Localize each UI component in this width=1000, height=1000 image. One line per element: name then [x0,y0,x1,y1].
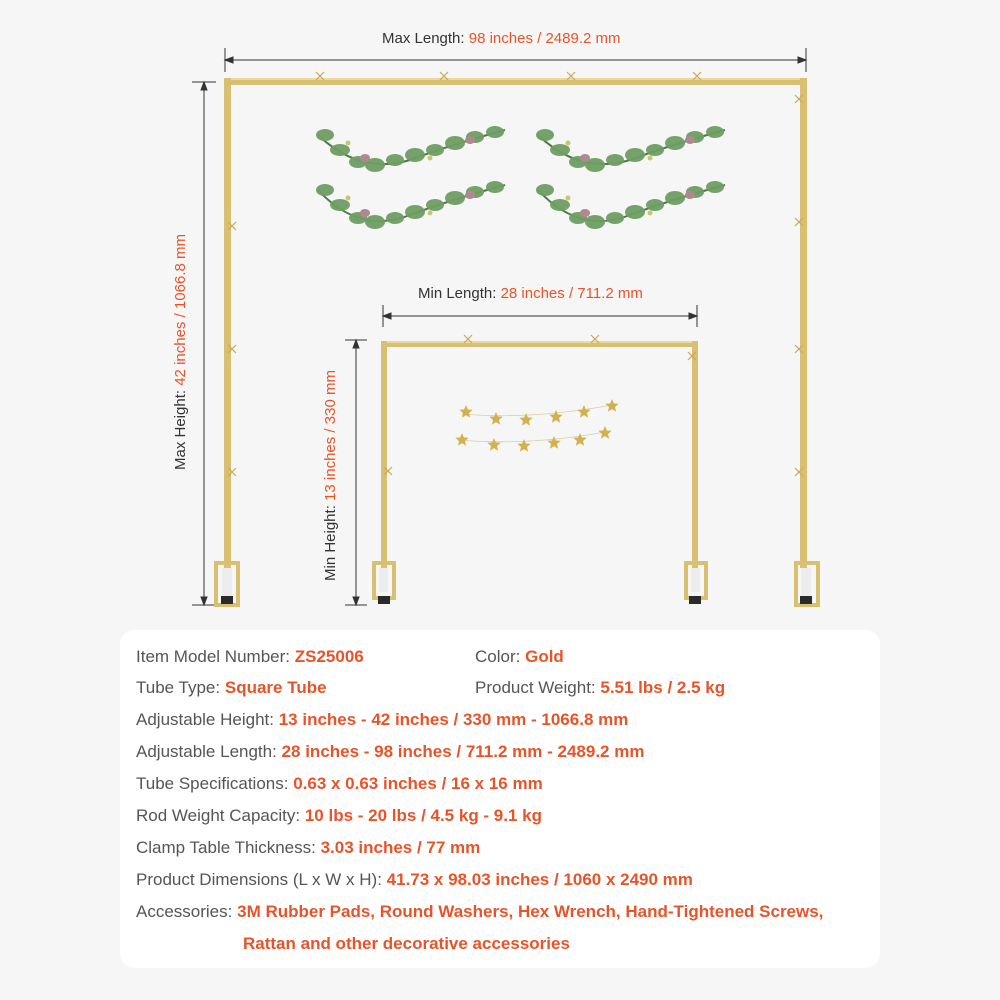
min-height-dimension-line [345,340,367,605]
star-icon [598,426,611,439]
gold-frame-small [374,335,706,604]
eucalyptus-garland [316,126,725,229]
spec-tube-type: Tube Type: Square Tube [136,678,327,697]
star-garland [455,399,618,452]
spec-rod-capacity: Rod Weight Capacity: 10 lbs - 20 lbs / 4.5 kg - 9.1 kg [136,806,543,825]
star-icon [605,399,618,412]
gold-frame-large [216,72,818,605]
spec-dimensions: Product Dimensions (L x W x H): 41.73 x 98.03 inches / 1060 x 2490 mm [136,870,693,889]
min-length-label: Min Length: 28 inches / 711.2 mm [418,285,643,302]
spec-accessories: Accessories: 3M Rubber Pads, Round Washers, Hex Wrench, Hand-Tightened Screws, [136,902,824,921]
spec-clamp-thickness: Clamp Table Thickness: 3.03 inches / 77 mm [136,838,481,857]
spec-adjustable-height: Adjustable Height: 13 inches - 42 inches / 330 mm - 1066.8 mm [136,710,629,729]
max-height-dimension-line [192,82,216,605]
min-length-dimension-line [383,305,697,327]
star-icon [459,405,472,418]
spec-tube-specifications: Tube Specifications: 0.63 x 0.63 inches / 16 x 16 mm [136,774,543,793]
max-length-dimension-line [225,48,806,72]
star-icon [487,438,500,451]
star-icon [547,436,560,449]
specifications-panel [120,630,880,968]
spec-color: Color: Gold [475,647,564,666]
spec-adjustable-length: Adjustable Length: 28 inches - 98 inches / 711.2 mm - 2489.2 mm [136,742,645,761]
spec-accessories-continued: Rattan and other decorative accessories [243,934,570,953]
star-icon [549,410,562,423]
spec-model: Item Model Number: ZS25006 [136,647,364,666]
star-icon [573,433,586,446]
max-length-label: Max Length: 98 inches / 2489.2 mm [382,30,621,47]
star-icon [577,405,590,418]
min-height-label: Min Height: 13 inches / 330 mm [322,370,339,581]
spec-weight: Product Weight: 5.51 lbs / 2.5 kg [475,678,726,697]
star-icon [489,412,502,425]
star-icon [455,433,468,446]
max-height-label: Max Height: 42 inches / 1066.8 mm [172,234,189,470]
